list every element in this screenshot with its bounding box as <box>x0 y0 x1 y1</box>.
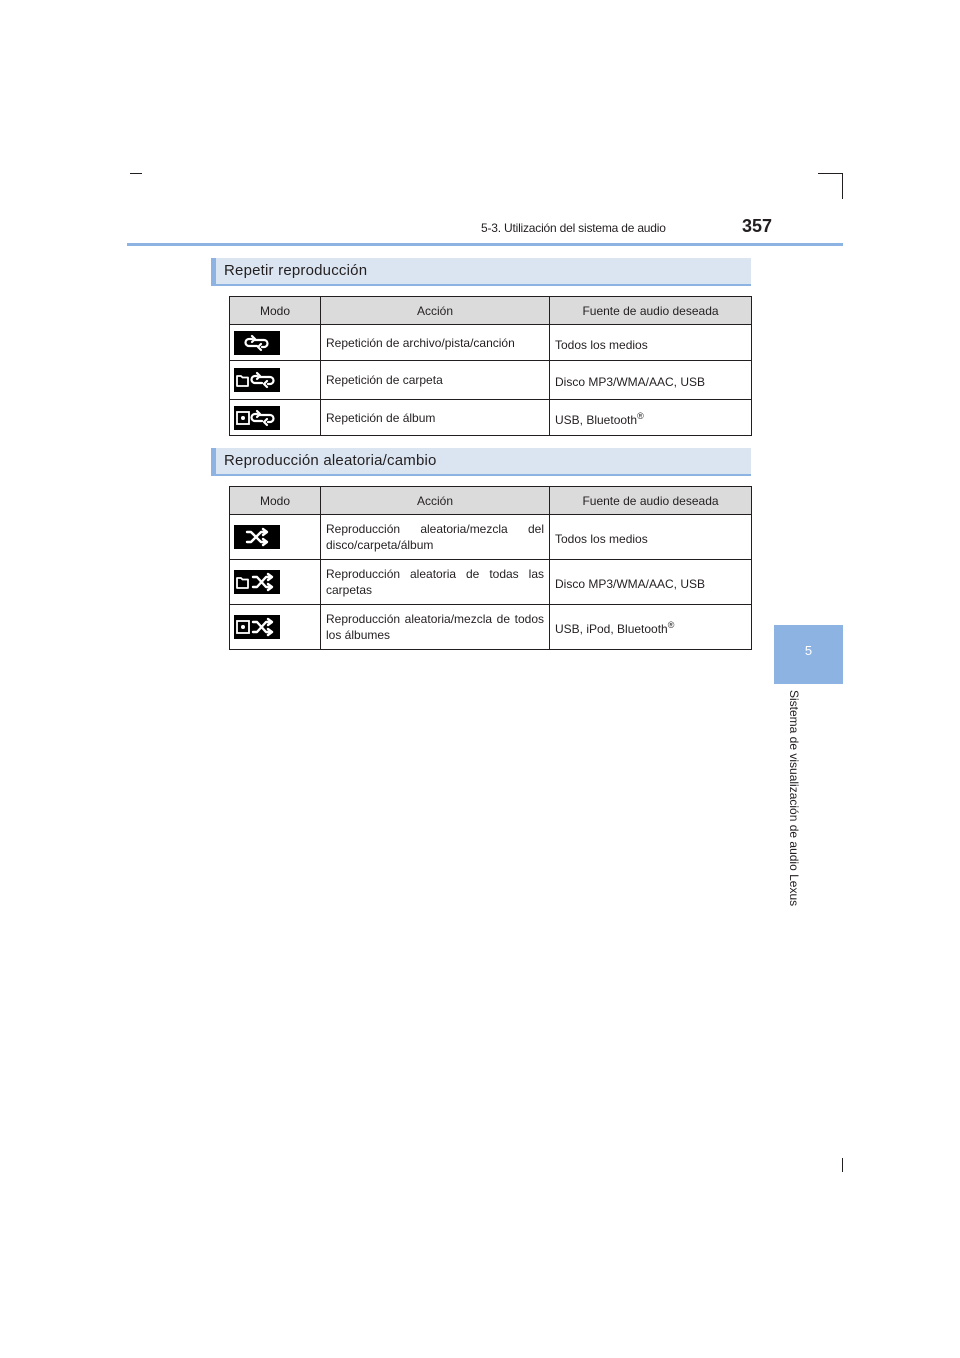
action-cell: Reproducción aleatoria/mezcla de todos los álbumes <box>321 605 550 650</box>
action-cell: Reproducción aleatoria de todas las carpetas <box>321 560 550 605</box>
disc-repeat-icon <box>234 406 280 430</box>
action-cell: Repetición de álbum <box>321 400 550 436</box>
crop-mark <box>130 173 142 174</box>
shuffle-icon <box>234 525 280 549</box>
source-sup: ® <box>637 410 644 421</box>
column-header: Fuente de audio deseada <box>550 297 752 325</box>
column-header: Acción <box>321 487 550 515</box>
source-cell <box>550 605 752 650</box>
mode-cell <box>230 361 321 400</box>
crop-mark <box>842 1158 843 1172</box>
source-cell <box>550 325 752 361</box>
section-repeat-title: Repetir reproducción <box>224 262 368 279</box>
chapter-tab <box>774 625 843 684</box>
table-row <box>230 400 752 436</box>
random-table <box>229 486 752 650</box>
repeat-track-icon <box>234 331 280 355</box>
source-cell <box>550 361 752 400</box>
section-random-heading <box>211 448 751 476</box>
source-text: USB, Bluetooth <box>555 412 638 427</box>
table-row <box>230 361 752 400</box>
source-text: USB, iPod, Bluetooth <box>555 622 668 636</box>
folder-shuffle-icon <box>234 570 280 594</box>
source-cell <box>550 400 752 436</box>
table-row <box>230 605 752 650</box>
mode-cell <box>230 605 321 650</box>
action-cell: Repetición de carpeta <box>321 361 550 400</box>
repeat-table <box>229 296 752 436</box>
table-row <box>230 325 752 361</box>
mode-cell <box>230 515 321 560</box>
source-cell <box>550 515 752 560</box>
column-header: Fuente de audio deseada <box>550 487 752 515</box>
disc-shuffle-icon <box>234 615 280 639</box>
folder-repeat-icon <box>234 368 280 392</box>
mode-cell <box>230 400 321 436</box>
action-cell: Repetición de archivo/pista/canción <box>321 325 550 361</box>
section-repeat-heading <box>211 258 751 286</box>
section-random-title: Reproducción aleatoria/cambio <box>224 452 437 469</box>
column-header: Modo <box>230 487 321 515</box>
source-text: Todos los medios <box>555 532 648 546</box>
source-cell <box>550 560 752 605</box>
chapter-title: Sistema de visualización de audio Lexus <box>787 690 801 907</box>
action-cell: Reproducción aleatoria/mezcla del disco/carpeta/álbum <box>321 515 550 560</box>
crop-mark <box>818 173 842 174</box>
header-rule <box>127 243 843 246</box>
table-header-row <box>230 487 752 515</box>
column-header: Acción <box>321 297 550 325</box>
table-header-row <box>230 297 752 325</box>
source-text: Disco MP3/WMA/AAC, USB <box>555 577 706 591</box>
page-number: 357 <box>742 216 773 236</box>
table-row <box>230 515 752 560</box>
source-text: Todos los medios <box>555 337 648 352</box>
section-heading: 5-3. Utilización del sistema de audio <box>481 221 666 235</box>
column-header: Modo <box>230 297 321 325</box>
table-row <box>230 560 752 605</box>
crop-mark <box>842 173 843 199</box>
chapter-number: 5 <box>804 643 813 658</box>
mode-cell <box>230 325 321 361</box>
source-sup: ® <box>667 620 675 630</box>
mode-cell <box>230 560 321 605</box>
source-text: Disco MP3/WMA/AAC, USB <box>555 375 706 389</box>
